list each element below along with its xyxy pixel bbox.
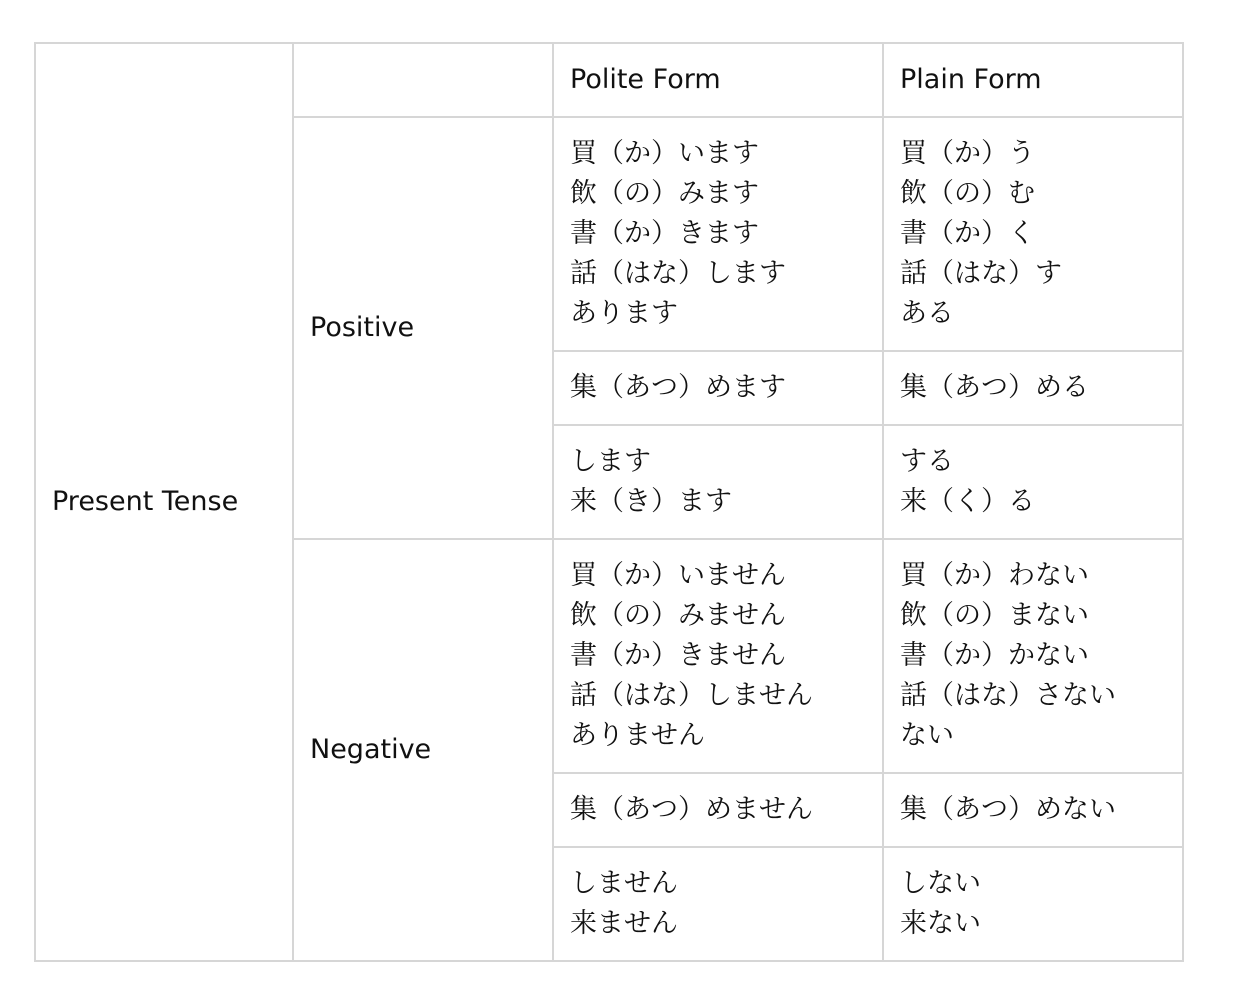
conjugation-entry: 集（あつ）めません (570, 794, 813, 825)
conjugation-entry: 話（はな）します (570, 258, 786, 289)
conjugation-entry: 来ない (900, 908, 981, 939)
conjugation-entry: あります (570, 298, 678, 329)
header-row (35, 43, 1183, 117)
conjugation-entry: 話（はな）しません (570, 680, 813, 711)
positive-polite-cell-1 (553, 117, 883, 351)
conjugation-entry: 買（か）いません (570, 560, 786, 591)
negative-polite-cell-2 (553, 773, 883, 847)
conjugation-entry: 集（あつ）めない (900, 794, 1116, 825)
conjugation-entry: 集（あつ）める (900, 372, 1089, 403)
conjugation-entry: しない (900, 868, 981, 899)
conjugation-entry: 買（か）わない (900, 560, 1089, 591)
conjugation-entry: 来（く）る (900, 486, 1035, 517)
positive-polite-cell-3 (553, 425, 883, 539)
positive-polite-cell-2 (553, 351, 883, 425)
conjugation-entry: 来ません (570, 908, 678, 939)
conjugation-entry: 飲（の）みません (570, 600, 786, 631)
conjugation-table (34, 42, 1184, 962)
positive-label: Positive (293, 117, 553, 539)
conjugation-entry: ある (900, 298, 954, 329)
conjugation-entry: 集（あつ）めます (570, 372, 786, 403)
conjugation-entry: 書（か）きます (570, 218, 759, 249)
conjugation-entry: 買（か）う (900, 138, 1035, 169)
negative-polite-cell-3 (553, 847, 883, 961)
positive-plain-cell-3 (883, 425, 1183, 539)
conjugation-entry: 飲（の）む (900, 178, 1035, 209)
positive-plain-cell-1 (883, 117, 1183, 351)
conjugation-entry: 買（か）います (570, 138, 759, 169)
conjugation-entry: ない (900, 720, 954, 751)
conjugation-entry: 飲（の）まない (900, 600, 1089, 631)
negative-plain-cell-2 (883, 773, 1183, 847)
conjugation-entry: ありません (570, 720, 705, 751)
header-plain-form: Plain Form (883, 43, 1183, 117)
header-polite-form: Polite Form (553, 43, 883, 117)
positive-plain-cell-2 (883, 351, 1183, 425)
conjugation-entry: 話（はな）す (900, 258, 1062, 289)
negative-polite-cell-1 (553, 539, 883, 773)
conjugation-entry: 話（はな）さない (900, 680, 1116, 711)
negative-plain-cell-3 (883, 847, 1183, 961)
conjugation-entry: 飲（の）みます (570, 178, 759, 209)
conjugation-entry: します (570, 446, 651, 477)
conjugation-entry: 書（か）く (900, 218, 1035, 249)
header-corner-cell (293, 43, 553, 117)
conjugation-entry: 来（き）ます (570, 486, 732, 517)
conjugation-entry: しません (570, 868, 678, 899)
tense-label: Present Tense (35, 43, 293, 961)
conjugation-entry: する (900, 446, 954, 477)
conjugation-entry: 書（か）きません (570, 640, 786, 671)
conjugation-entry: 書（か）かない (900, 640, 1089, 671)
negative-label: Negative (293, 539, 553, 961)
negative-plain-cell-1 (883, 539, 1183, 773)
